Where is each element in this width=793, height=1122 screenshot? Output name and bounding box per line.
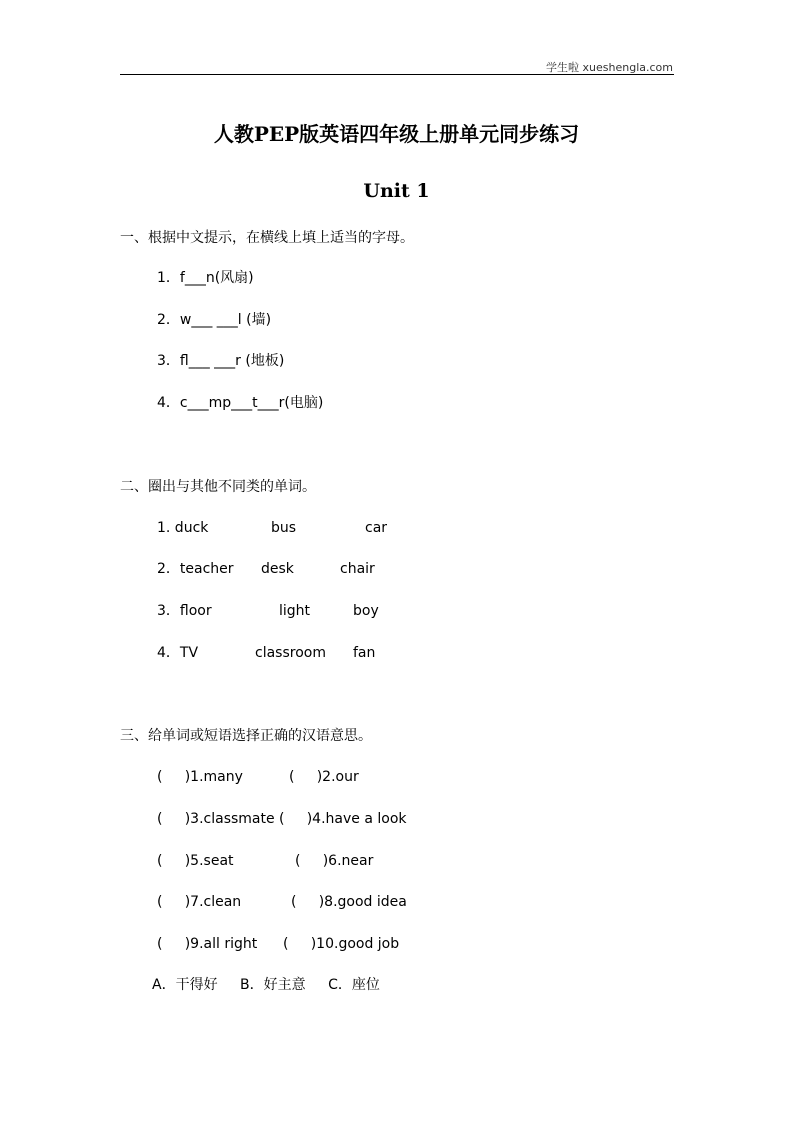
header-divider	[120, 74, 674, 75]
section2-row-1-word-2: bus	[271, 520, 297, 536]
section3-heading: 三、给单词或短语选择正确的汉语意思。	[120, 728, 372, 744]
section2-row-4-word-2: classroom	[255, 645, 326, 661]
section3-row-3-right: ( )6.near	[295, 853, 374, 869]
section3-row-4-left: ( )7.clean	[157, 894, 242, 910]
section1-item-4: 4．c___mp___t___r(电脑)	[157, 395, 324, 411]
section2-row-3	[157, 601, 457, 621]
section2-row-1	[157, 518, 457, 538]
section3-row-3-left: ( )5.seat	[157, 853, 234, 869]
header-site-label: 学生啦 xueshengla.com	[546, 61, 673, 74]
section2-row-1-word-3: car	[365, 520, 388, 536]
section3-row-2-left: ( )3.classmate	[157, 811, 275, 827]
section2-row-3-word-3: boy	[353, 603, 379, 619]
section1-item-3: 3．fl___ ___r (地板)	[157, 353, 285, 369]
unit-title: Unit 1	[363, 180, 430, 202]
section3-row-1-right: ( )2.our	[289, 769, 359, 785]
section2-row-2-word-2: desk	[261, 561, 294, 577]
section2-row-4-word-3: fan	[353, 645, 376, 661]
option-a: A．干得好	[152, 977, 218, 993]
option-c: C．座位	[328, 977, 380, 993]
section3-row-5	[157, 934, 457, 954]
section2-row-1-word-1: 1. duck	[157, 520, 209, 536]
page-title: 人教PEP版英语四年级上册单元同步练习	[213, 122, 580, 146]
section2-row-3-word-1: 3．floor	[157, 603, 212, 619]
section2-row-4-word-1: 4．TV	[157, 645, 199, 661]
section2-heading: 二、圈出与其他不同类的单词。	[120, 479, 316, 495]
section2-row-2	[157, 559, 457, 579]
section3-row-5-left: ( )9.all right	[157, 936, 258, 952]
section3-row-2-right: ( )4.have a look	[279, 811, 407, 827]
section3-row-1-left: ( )1.many	[157, 769, 243, 785]
section3-options	[152, 975, 398, 995]
section2-row-2-word-3: chair	[340, 561, 375, 577]
section2-row-4	[157, 643, 457, 663]
section1-heading: 一、根据中文提示，在横线上填上适当的字母。	[120, 230, 414, 246]
option-b: B．好主意	[240, 977, 306, 993]
section2-row-2-word-1: 2．teacher	[157, 561, 234, 577]
section3-row-2	[157, 809, 457, 829]
section3-row-5-right: ( )10.good job	[283, 936, 400, 952]
section3-row-4-right: ( )8.good idea	[291, 894, 407, 910]
section2-row-3-word-2: light	[279, 603, 311, 619]
section3-row-3	[157, 851, 457, 871]
section3-row-1	[157, 767, 457, 787]
section1-item-1: 1．f___n(风扇)	[157, 270, 254, 286]
section1-item-2: 2．w___ ___l (墙)	[157, 312, 272, 328]
section3-row-4	[157, 892, 457, 912]
